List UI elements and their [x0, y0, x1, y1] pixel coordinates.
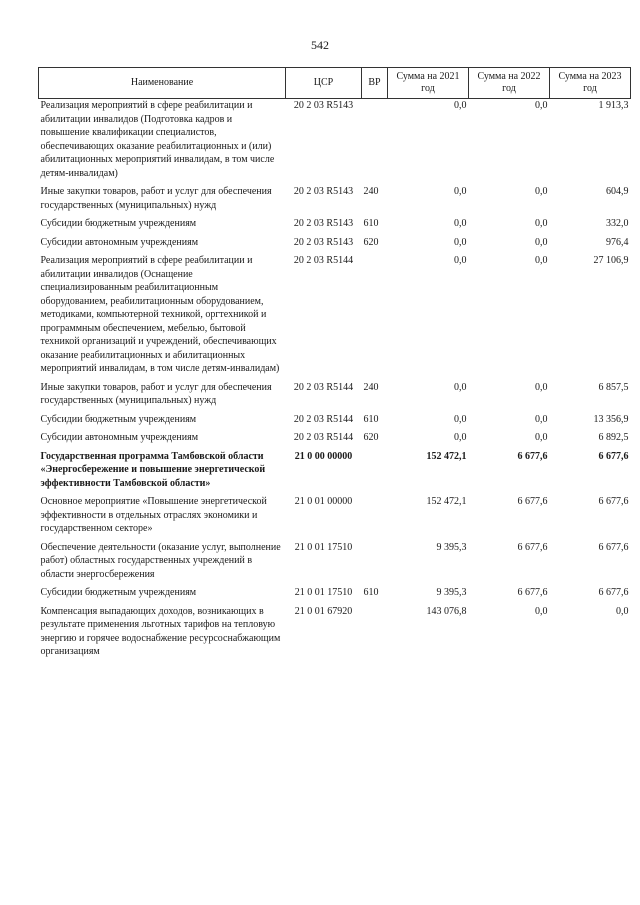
row-sum-2021: 0,0 — [454, 413, 467, 425]
table-row — [39, 231, 631, 250]
row-sum-2021: 0,0 — [454, 218, 467, 229]
table-row — [39, 212, 631, 231]
row-csr: 20 2 03 R5144 — [293, 255, 354, 266]
row-sum-2023: 6 892,5 — [598, 432, 629, 443]
row-vr — [362, 490, 388, 536]
row-vr — [362, 249, 388, 376]
row-sum-2022: 0,0 — [535, 605, 548, 617]
row-sum-2022: 0,0 — [535, 413, 548, 425]
table-row — [39, 536, 631, 582]
row-name: Субсидии бюджетным учреждениям — [40, 413, 197, 425]
row-sum-2021: 0,0 — [454, 255, 467, 266]
row-csr: 20 2 03 R5144 — [293, 432, 354, 443]
header-sum-2021: Сумма на 2021 год — [388, 68, 469, 99]
table-row — [39, 376, 631, 408]
row-vr — [362, 445, 388, 491]
row-name: Реализация мероприятий в сфере реабилитации и абилитации инвалидов (Оснащение специализированным реабилитационным оборудованием, реабилитационным оборудованием, методиками, компьютерной техникой, оргтехникой и программным обеспечением, мебелью, бытовой техникой организаций и учреждений, обеспечивающих оказание реабилитационных и абилитационных мероприятий инвалидам, в том числе детям-инвалидам) — [40, 255, 280, 374]
row-sum-2022: 0,0 — [535, 186, 548, 197]
row-sum-2023: 6 677,6 — [598, 496, 629, 507]
row-sum-2021: 9 395,3 — [436, 541, 467, 553]
row-name: Компенсация выпадающих доходов, возникающих в результате применения льготных тарифов на тепловую энергию и горячее водоснабжение ресурсоснабжающим организациям — [40, 605, 281, 657]
row-sum-2021: 0,0 — [454, 432, 467, 443]
table-row — [39, 99, 631, 181]
row-vr — [362, 536, 388, 582]
row-name: Иные закупки товаров, работ и услуг для обеспечения государственных (муниципальных) нужд — [40, 381, 272, 406]
row-sum-2022: 6 677,6 — [517, 450, 548, 462]
row-vr — [362, 99, 388, 181]
budget-table — [38, 67, 631, 659]
row-sum-2022: 0,0 — [535, 381, 548, 393]
row-name: Субсидии автономным учреждениям — [40, 432, 199, 443]
row-csr: 20 2 03 R5143 — [293, 236, 354, 248]
row-sum-2023: 604,9 — [606, 186, 629, 197]
row-name: Реализация мероприятий в сфере реабилитации и абилитации инвалидов (Подготовка кадров и повышение квалификации специалистов, обеспечивающих оказание реабилитационных и (или) абилитационных мероприятий инвалидам, в том числе детям-инвалидам) — [40, 100, 275, 179]
row-sum-2023: 27 106,9 — [593, 255, 629, 266]
row-csr: 20 2 03 R5143 — [293, 100, 354, 111]
header-sum-2022: Сумма на 2022 год — [469, 68, 550, 99]
row-vr: 610 — [363, 587, 379, 598]
row-csr: 21 0 01 67920 — [294, 605, 353, 617]
row-sum-2021: 152 472,1 — [426, 450, 467, 462]
table-row — [39, 600, 631, 659]
row-vr: 610 — [363, 413, 379, 425]
row-sum-2021: 0,0 — [454, 100, 467, 111]
table-header — [39, 68, 631, 99]
row-csr: 21 0 01 17510 — [294, 587, 353, 598]
row-vr: 240 — [363, 381, 379, 393]
row-vr — [362, 600, 388, 659]
row-sum-2023: 13 356,9 — [593, 413, 629, 425]
row-vr: 240 — [363, 186, 379, 197]
row-sum-2023: 6 677,6 — [598, 450, 629, 462]
row-name: Основное мероприятие «Повышение энергетической эффективности в отдельных отраслях экономики и государственном секторе» — [40, 496, 267, 534]
row-sum-2021: 0,0 — [454, 236, 467, 248]
table-row — [39, 180, 631, 212]
row-sum-2023: 1 913,3 — [598, 100, 629, 111]
row-sum-2022: 0,0 — [535, 236, 548, 248]
row-sum-2023: 6 857,5 — [598, 381, 629, 393]
row-vr: 620 — [363, 432, 379, 443]
row-sum-2023: 976,4 — [606, 236, 629, 248]
row-sum-2023: 6 677,6 — [598, 541, 629, 553]
row-sum-2023: 332,0 — [606, 218, 629, 229]
row-sum-2021: 9 395,3 — [436, 587, 467, 598]
row-sum-2021: 143 076,8 — [426, 605, 467, 617]
table-row — [39, 581, 631, 600]
table-row — [39, 249, 631, 376]
row-name: Субсидии бюджетным учреждениям — [40, 218, 197, 229]
row-vr: 610 — [363, 218, 379, 229]
row-sum-2021: 0,0 — [454, 186, 467, 197]
row-sum-2022: 0,0 — [535, 432, 548, 443]
row-sum-2021: 152 472,1 — [426, 496, 467, 507]
header-name: Наименование — [39, 68, 286, 99]
row-sum-2022: 0,0 — [535, 100, 548, 111]
row-sum-2022: 6 677,6 — [517, 541, 548, 553]
row-sum-2022: 6 677,6 — [517, 496, 548, 507]
row-name: Обеспечение деятельности (оказание услуг, выполнение работ) областных государственных учреждений в области энергосбережения — [40, 541, 281, 580]
row-sum-2022: 0,0 — [535, 255, 548, 266]
table-row — [39, 445, 631, 491]
row-csr: 21 0 01 17510 — [294, 541, 353, 553]
row-name: Субсидии автономным учреждениям — [40, 236, 199, 248]
table-body — [39, 99, 631, 659]
row-csr: 20 2 03 R5143 — [293, 218, 354, 229]
row-sum-2023: 0,0 — [616, 605, 629, 617]
row-csr: 21 0 00 00000 — [294, 450, 353, 462]
row-sum-2021: 0,0 — [454, 381, 467, 393]
row-csr: 20 2 03 R5144 — [293, 381, 354, 393]
table-row — [39, 490, 631, 536]
row-name: Иные закупки товаров, работ и услуг для обеспечения государственных (муниципальных) нужд — [40, 186, 272, 211]
row-name: Государственная программа Тамбовской области «Энергосбережение и повышение энергетической эффективности Тамбовской области» — [40, 450, 266, 489]
table-row — [39, 426, 631, 445]
row-csr: 20 2 03 R5144 — [293, 413, 354, 425]
row-sum-2022: 6 677,6 — [517, 587, 548, 598]
page-number: 542 — [311, 38, 329, 52]
header-csr: ЦСР — [286, 68, 362, 99]
row-vr: 620 — [363, 236, 379, 248]
row-csr: 21 0 01 00000 — [294, 496, 353, 507]
table-row — [39, 408, 631, 427]
header-sum-2023: Сумма на 2023 год — [550, 68, 631, 99]
row-csr: 20 2 03 R5143 — [293, 186, 354, 197]
row-name: Субсидии бюджетным учреждениям — [40, 587, 197, 598]
header-vr: ВР — [362, 68, 388, 99]
row-sum-2023: 6 677,6 — [598, 587, 629, 598]
row-sum-2022: 0,0 — [535, 218, 548, 229]
